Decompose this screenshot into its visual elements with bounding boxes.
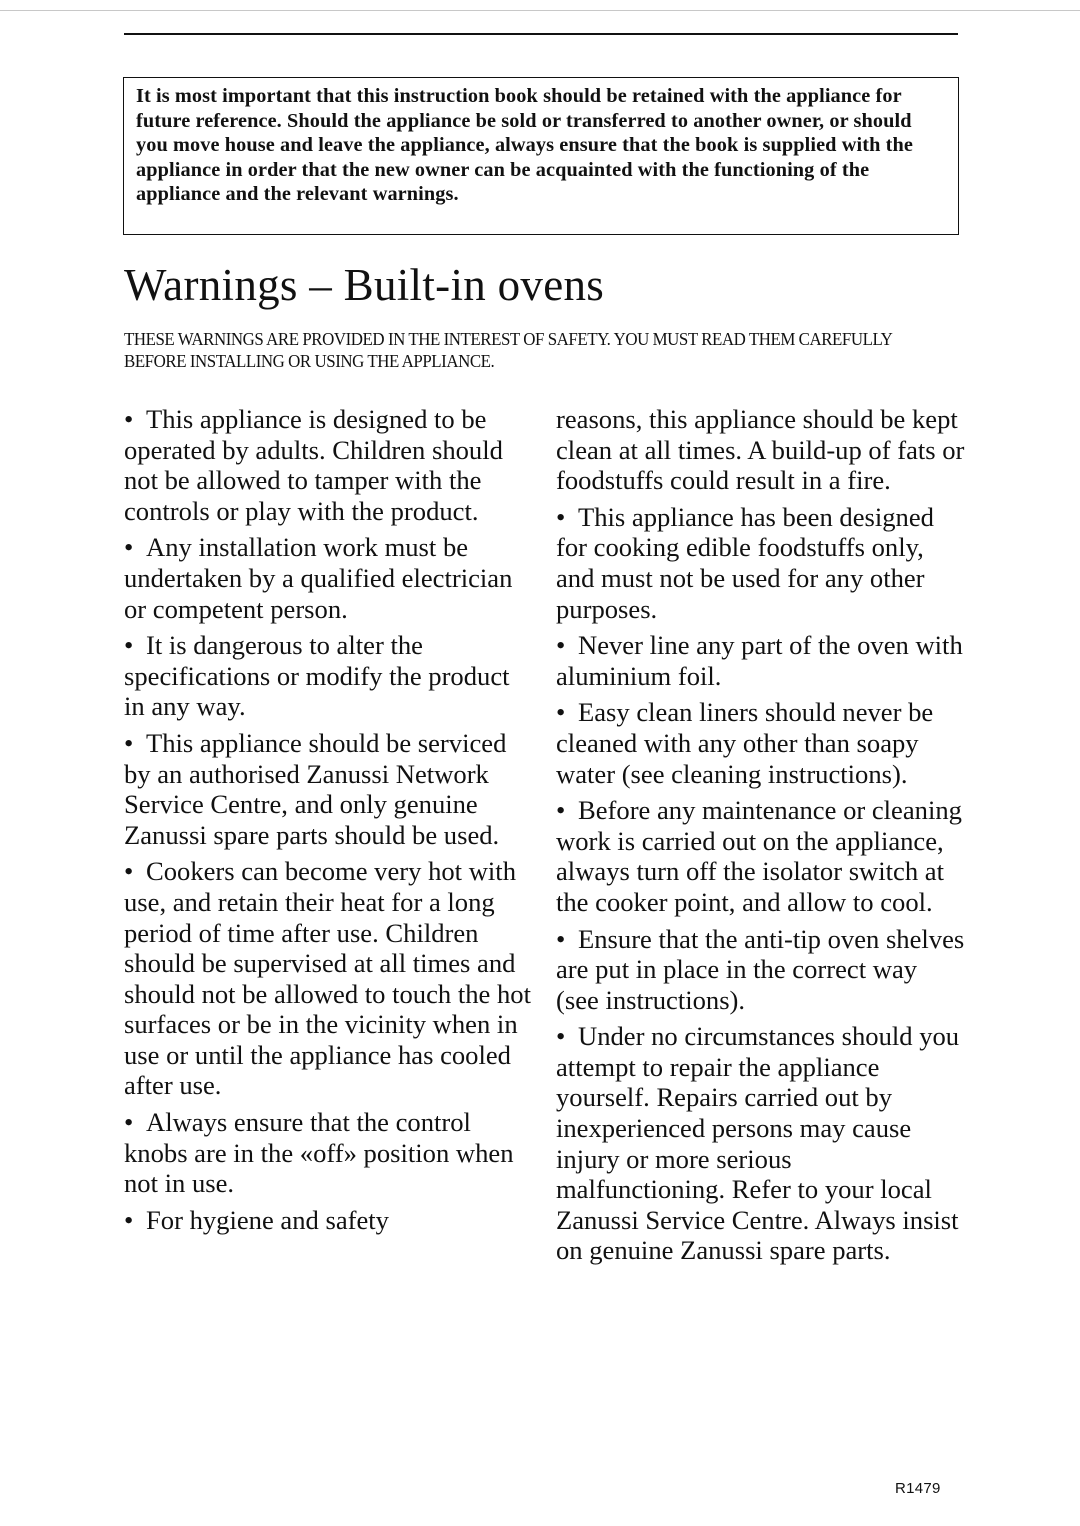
warning-item — [556, 502, 966, 624]
bullet-icon: • — [124, 856, 134, 887]
warnings-left-column — [124, 404, 534, 1241]
bullet-icon: • — [124, 1204, 134, 1235]
warning-text: For hygiene and safety — [146, 1204, 389, 1235]
warning-item — [556, 630, 966, 691]
warning-text: Easy clean liners should never be cleaned with any other than soapy water (see cleaning instructions). — [556, 697, 934, 789]
bullet-icon: • — [124, 727, 134, 758]
warning-item-continued — [556, 404, 966, 496]
bullet-icon: • — [556, 501, 566, 532]
warning-item — [124, 1107, 534, 1199]
warning-text: This appliance has been designed for cooking edible foodstuffs only, and must not be used for any other purposes. — [556, 501, 934, 624]
warning-text: This appliance should be serviced by an authorised Zanussi Network Service Centre, and only genuine Zanussi spare parts should be used. — [124, 727, 507, 850]
warning-text: Always ensure that the control knobs are in the «off» position when not in use. — [124, 1107, 514, 1199]
page-edge-rule — [0, 10, 1080, 11]
bullet-icon: • — [556, 1021, 566, 1052]
warning-text: Under no circumstances should you attempt to repair the appliance yourself. Repairs carried out by inexperienced persons may cause injury or more serious malfunctioning. Refer to your local Zanussi Service Centre. Always insist on genuine Zanussi spare parts. — [556, 1021, 960, 1266]
warning-text: Ensure that the anti-tip oven shelves are put in place in the correct way (see instructions). — [556, 923, 965, 1015]
bullet-icon: • — [124, 404, 134, 434]
bullet-icon: • — [124, 630, 134, 661]
warning-item — [124, 630, 534, 722]
bullet-icon: • — [556, 697, 566, 728]
warning-item — [124, 532, 534, 624]
warning-item — [124, 728, 534, 850]
header-rule — [124, 33, 958, 35]
retain-book-notice-box — [123, 77, 959, 235]
safety-notice: THESE WARNINGS ARE PROVIDED IN THE INTEREST OF SAFETY. YOU MUST READ THEM CAREFULLY BEFORE INSTALLING OR USING THE APPLIANCE. — [124, 329, 892, 371]
bullet-icon: • — [124, 1107, 134, 1138]
warning-text: reasons, this appliance should be kept clean at all times. A build-up of fats or foodstuffs could result in a fire. — [556, 404, 965, 496]
warning-text: Before any maintenance or cleaning work is carried out on the appliance, always turn off the isolator switch at the cooker point, and allow to cool. — [556, 795, 962, 917]
warning-text: It is dangerous to alter the specifications or modify the product in any way. — [124, 630, 510, 722]
warning-item — [124, 1205, 534, 1236]
bullet-icon: • — [556, 630, 566, 661]
warning-text: This appliance is designed to be operated by adults. Children should not be allowed to tamper with the controls or play with the product. — [124, 404, 503, 526]
warnings-right-column — [556, 404, 966, 1272]
bullet-icon: • — [124, 532, 134, 563]
warning-text: Cookers can become very hot with use, and retain their heat for a long period of time after use. Children should be supervised at all times and should not be allowed to touch the hot surfaces or be in the vicinity when in use or until the appliance has cooled after use. — [124, 856, 531, 1101]
reference-code: R1479 — [895, 1480, 941, 1497]
warning-text: Never line any part of the oven with aluminium foil. — [556, 630, 963, 691]
warning-item — [556, 924, 966, 1016]
warning-item — [556, 1021, 966, 1266]
warning-item — [124, 856, 534, 1101]
warning-item — [556, 795, 966, 917]
bullet-icon: • — [556, 795, 566, 826]
warning-item — [124, 404, 534, 526]
bullet-icon: • — [556, 923, 566, 954]
warning-item — [556, 697, 966, 789]
page-title: Warnings – Built-in ovens — [124, 260, 605, 310]
warning-text: Any installation work must be undertaken by a qualified electrician or competent person. — [124, 532, 513, 624]
retain-book-notice-text: It is most important that this instruction book should be retained with the appliance for future reference. Should the appliance be sold or transferred to another owner, or should you move house and leave the appliance, always ensure that the book is supplied with the appliance in order that the new owner can be acquainted with the functioning of the appliance and the relevant warnings. — [136, 85, 913, 205]
